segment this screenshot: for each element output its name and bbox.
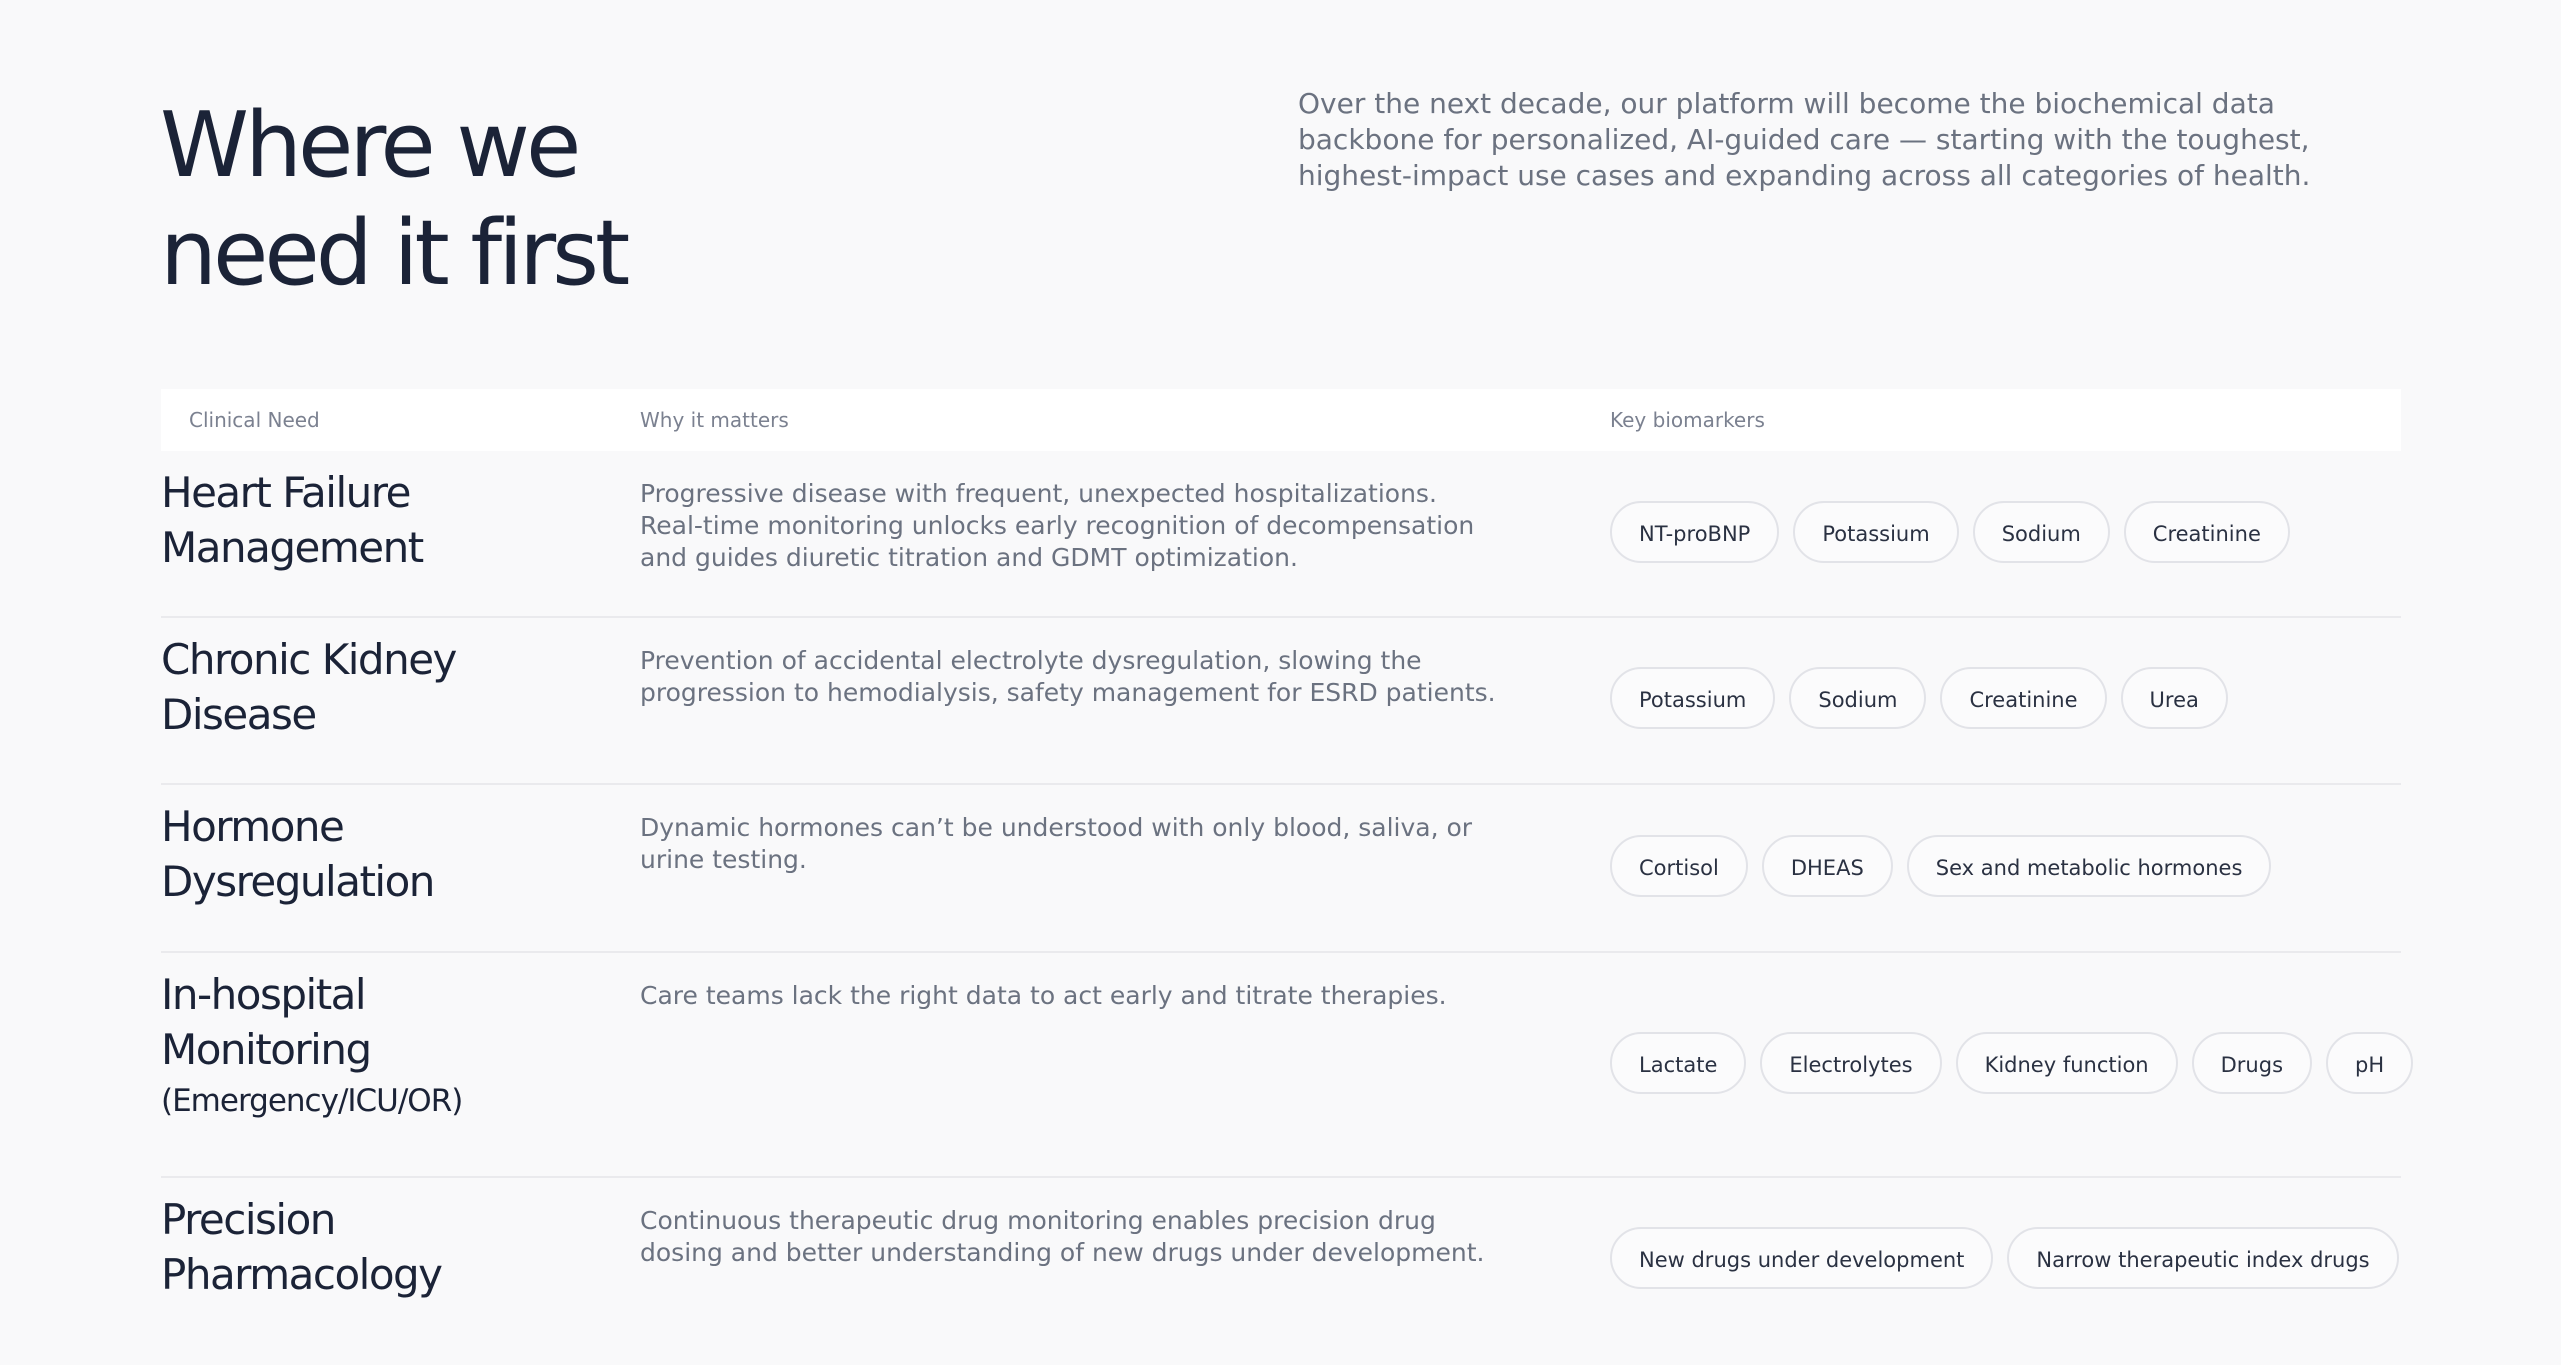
clinical-needs-table [161,389,2401,1338]
biomarker-chip[interactable]: Creatinine [1940,667,2106,729]
biomarker-chip[interactable]: Electrolytes [1760,1032,1941,1094]
biomarker-list [1610,1032,2413,1094]
page-title [160,92,626,308]
biomarker-chip[interactable]: pH [2326,1032,2413,1094]
biomarker-list [1610,835,2271,897]
why-it-matters-text: Progressive disease with frequent, unexpected hospitalizations. Real-time monitoring unlocks early recognition of decompensation and guides diuretic titration and GDMT optimization. [640,479,1475,572]
biomarker-chip[interactable]: Kidney function [1956,1032,2178,1094]
intro-paragraph: Over the next decade, our platform will become the biochemical data backbone for personalized, AI-guided care — starting with the toughest, highest-impact use cases and expanding across all categories of health. [1298,87,2311,192]
clinical-need-line: In-hospital [161,970,366,1019]
table-row [161,785,2401,953]
clinical-need-line: Pharmacology [161,1250,442,1299]
biomarker-chip[interactable]: Creatinine [2124,501,2290,563]
table-row [161,451,2401,618]
clinical-need-line: Dysregulation [161,857,434,906]
biomarker-chip[interactable]: Narrow therapeutic index drugs [2007,1227,2398,1289]
column-header-why-it-matters: Why it matters [640,408,789,432]
biomarker-list [1610,667,2228,729]
clinical-need-name [161,632,456,742]
clinical-need-line: Disease [161,690,316,739]
biomarker-list [1610,501,2290,563]
table-row [161,1178,2401,1338]
table-row [161,953,2401,1178]
clinical-need-subtitle: (Emergency/ICU/OR) [161,1083,463,1119]
why-it-matters-text: Prevention of accidental electrolyte dysregulation, slowing the progression to hemodialysis, safety management for ESRD patients. [640,646,1496,707]
clinical-need-name [161,799,434,909]
column-header-key-biomarkers: Key biomarkers [1610,408,1765,432]
biomarker-chip[interactable]: Sodium [1789,667,1926,729]
biomarker-chip[interactable]: Lactate [1610,1032,1746,1094]
biomarker-chip[interactable]: DHEAS [1762,835,1893,897]
clinical-need-line: Chronic Kidney [161,635,456,684]
page-title-line-1: Where we [160,93,578,198]
biomarker-list [1610,1227,2399,1289]
why-it-matters-text: Care teams lack the right data to act early and titrate therapies. [640,981,1447,1010]
column-header-clinical-need: Clinical Need [189,408,320,432]
biomarker-chip[interactable]: New drugs under development [1610,1227,1993,1289]
biomarker-chip[interactable]: Urea [2121,667,2228,729]
clinical-need-line: Monitoring [161,1025,371,1074]
why-it-matters-text: Continuous therapeutic drug monitoring enables precision drug dosing and better understanding of new drugs under development. [640,1206,1485,1267]
clinical-need-line: Heart Failure [161,468,410,517]
table-row [161,618,2401,785]
biomarker-chip[interactable]: Drugs [2192,1032,2312,1094]
clinical-need-line: Management [161,523,423,572]
clinical-need-name [161,465,423,575]
biomarker-chip[interactable]: Sodium [1973,501,2110,563]
clinical-need-line: Precision [161,1195,335,1244]
table-header [161,389,2401,451]
biomarker-chip[interactable]: NT-proBNP [1610,501,1779,563]
clinical-need-name [161,1192,442,1302]
why-it-matters-text: Dynamic hormones can’t be understood with only blood, saliva, or urine testing. [640,813,1473,874]
biomarker-chip[interactable]: Sex and metabolic hormones [1907,835,2272,897]
clinical-need-line: Hormone [161,802,344,851]
page-title-line-2: need it first [160,201,627,306]
biomarker-chip[interactable]: Potassium [1793,501,1958,563]
biomarker-chip[interactable]: Potassium [1610,667,1775,729]
biomarker-chip[interactable]: Cortisol [1610,835,1748,897]
clinical-need-name [161,967,462,1125]
